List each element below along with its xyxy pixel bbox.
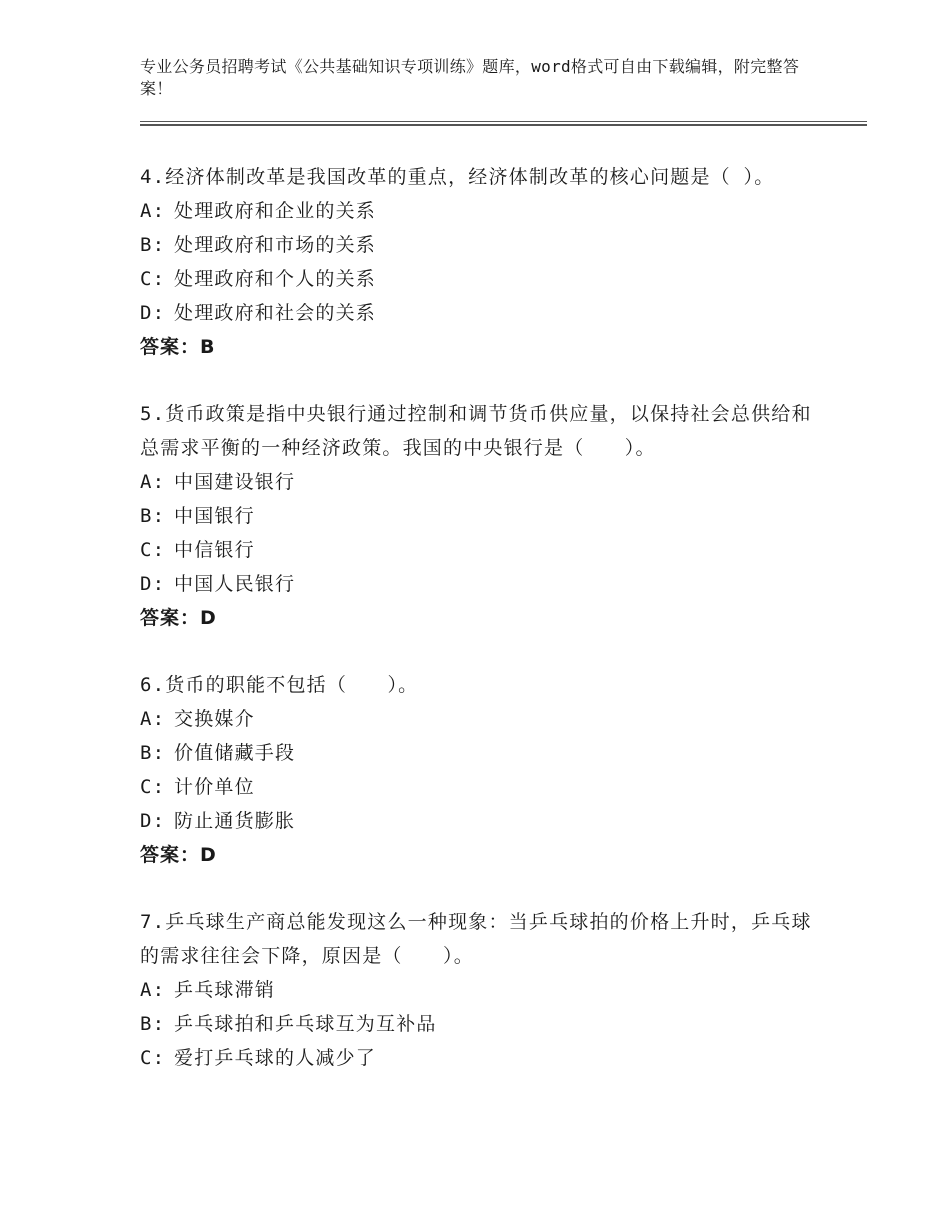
option-text: 爱打乒乓球的人减少了 xyxy=(174,1047,377,1069)
question-stem: 4.经济体制改革是我国改革的重点，经济体制改革的核心问题是（ ）。 xyxy=(140,166,775,188)
option-c xyxy=(140,262,820,296)
option-key: D: xyxy=(140,810,166,832)
answer-line: 答案：D xyxy=(140,844,217,866)
option-b xyxy=(140,736,820,770)
option-key: C: xyxy=(140,539,166,561)
option-c xyxy=(140,770,820,804)
option-text: 交换媒介 xyxy=(174,708,255,730)
question-stem: 6.货币的职能不包括（ ）。 xyxy=(140,674,419,696)
question-stem: 5.货币政策是指中央银行通过控制和调节货币供应量，以保持社会总供给和总需求平衡的一种经济政策。我国的中央银行是（ ）。 xyxy=(140,403,812,459)
option-d xyxy=(140,804,820,838)
option-key: A: xyxy=(140,200,166,222)
option-key: A: xyxy=(140,979,166,1001)
option-key: D: xyxy=(140,302,166,324)
option-d xyxy=(140,567,820,601)
option-text: 中信银行 xyxy=(174,539,255,561)
option-b xyxy=(140,1007,820,1041)
option-text: 计价单位 xyxy=(174,776,255,798)
option-b xyxy=(140,228,820,262)
page-header: 专业公务员招聘考试《公共基础知识专项训练》题库，word格式可自由下载编辑，附完整答案！ xyxy=(140,57,800,98)
option-text: 中国建设银行 xyxy=(174,471,296,493)
option-key: B: xyxy=(140,742,166,764)
question-5 xyxy=(140,397,820,635)
option-text: 中国银行 xyxy=(174,505,255,527)
option-text: 防止通货膨胀 xyxy=(174,810,296,832)
header-divider xyxy=(140,121,867,122)
option-text: 乒乓球滞销 xyxy=(174,979,276,1001)
option-text: 处理政府和社会的关系 xyxy=(174,302,377,324)
option-d xyxy=(140,296,820,330)
option-text: 处理政府和市场的关系 xyxy=(174,234,377,256)
option-a xyxy=(140,702,820,736)
option-key: C: xyxy=(140,776,166,798)
option-c xyxy=(140,1041,820,1075)
option-key: C: xyxy=(140,1047,166,1069)
option-text: 中国人民银行 xyxy=(174,573,296,595)
answer-line: 答案：B xyxy=(140,336,216,358)
option-key: B: xyxy=(140,1013,166,1035)
option-a xyxy=(140,973,820,1007)
option-b xyxy=(140,499,820,533)
option-a xyxy=(140,465,820,499)
question-list xyxy=(140,160,820,1108)
option-key: A: xyxy=(140,708,166,730)
question-7 xyxy=(140,905,820,1075)
option-key: B: xyxy=(140,234,166,256)
question-6 xyxy=(140,668,820,872)
option-key: D: xyxy=(140,573,166,595)
option-key: C: xyxy=(140,268,166,290)
option-text: 乒乓球拍和乒乓球互为互补品 xyxy=(174,1013,437,1035)
question-stem: 7.乒乓球生产商总能发现这么一种现象：当乒乓球拍的价格上升时，乒乓球的需求往往会下降，原因是（ ）。 xyxy=(140,911,812,967)
question-4 xyxy=(140,160,820,364)
option-key: B: xyxy=(140,505,166,527)
option-text: 处理政府和企业的关系 xyxy=(174,200,377,222)
option-text: 处理政府和个人的关系 xyxy=(174,268,377,290)
option-a xyxy=(140,194,820,228)
option-key: A: xyxy=(140,471,166,493)
option-text: 价值储藏手段 xyxy=(174,742,296,764)
option-c xyxy=(140,533,820,567)
answer-line: 答案：D xyxy=(140,607,217,629)
